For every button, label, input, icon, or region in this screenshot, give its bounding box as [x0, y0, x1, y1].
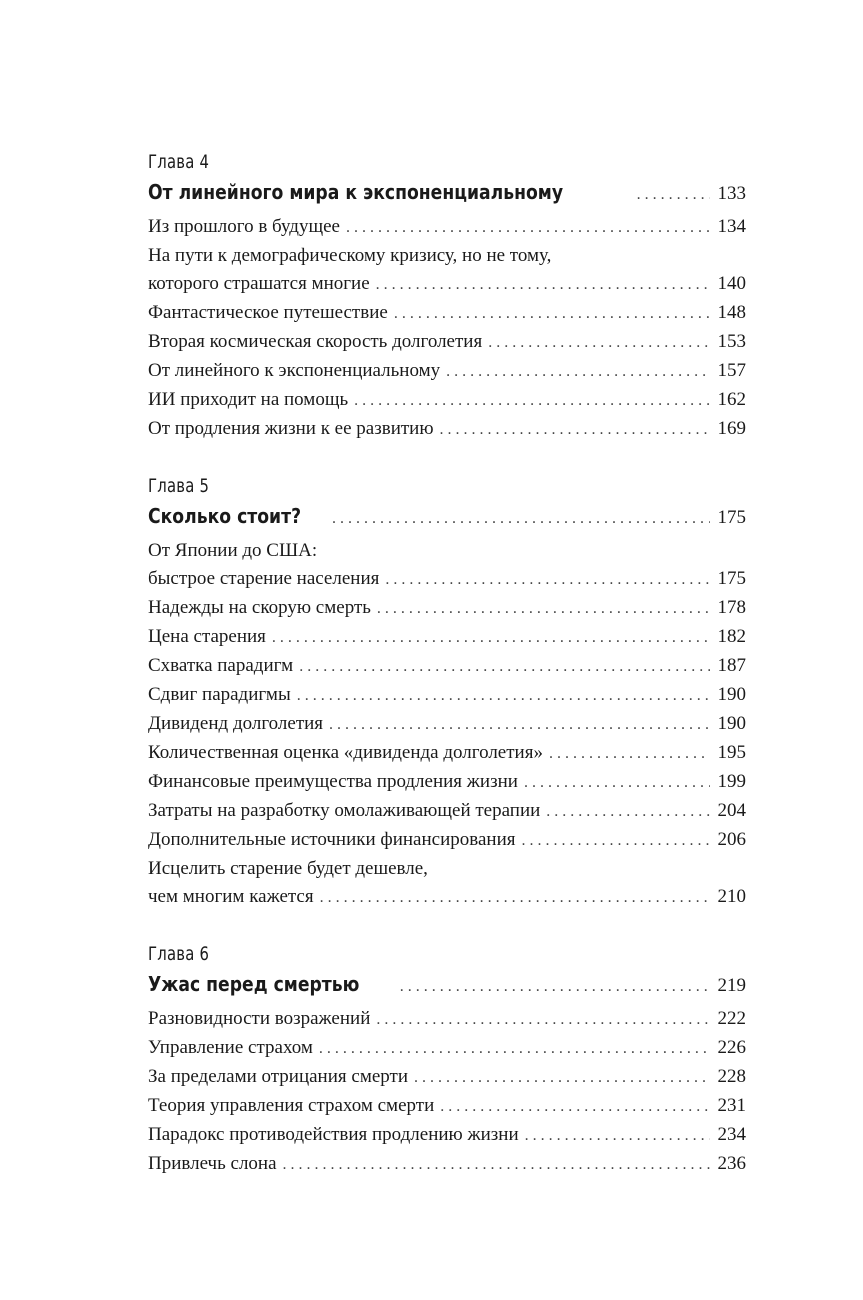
toc-entry[interactable]	[148, 1150, 746, 1179]
dot-leader	[297, 682, 710, 710]
toc-entry[interactable]	[148, 623, 746, 652]
chapter-heading[interactable]	[148, 970, 746, 1001]
entry-title: За пределами отрицания смерти	[148, 1066, 408, 1087]
toc-entry[interactable]	[148, 1063, 746, 1092]
entry-title: От линейного к экспоненциальному	[148, 360, 441, 381]
dot-leader	[546, 798, 710, 826]
page-number: 226	[717, 1037, 746, 1058]
entry-title: которого страшатся многие	[148, 273, 370, 294]
entry-title: Фантастическое путешествие	[148, 302, 388, 323]
toc-entry[interactable]	[148, 1121, 746, 1150]
page-number: 153	[717, 331, 746, 352]
dot-leader	[440, 1093, 710, 1121]
entry-title: чем многим кажется	[148, 886, 314, 907]
toc-entry[interactable]	[148, 1005, 746, 1034]
page-number: 157	[717, 360, 746, 381]
toc-entry[interactable]	[148, 213, 746, 242]
entry-title: ИИ приходит на помощь	[148, 389, 349, 410]
toc-entry[interactable]	[148, 328, 746, 357]
page-number: 190	[717, 713, 746, 734]
toc-entry[interactable]	[148, 1092, 746, 1121]
toc-entry[interactable]	[148, 242, 746, 299]
chapter-title: От линейного мира к экспоненциальному	[148, 180, 564, 204]
toc-entry[interactable]	[148, 386, 746, 415]
entry-title: Из прошлого в будущее	[148, 216, 340, 237]
entry-title: Количественная оценка «дивиденда долголетия»	[148, 742, 543, 763]
entry-title: быстрое старение населения	[148, 568, 380, 589]
dot-leader	[488, 329, 710, 357]
toc-entry[interactable]	[148, 681, 746, 710]
dot-leader	[524, 769, 710, 797]
chapter-heading[interactable]	[148, 178, 746, 209]
page-number: 206	[717, 829, 746, 850]
chapter-heading[interactable]	[148, 502, 746, 533]
entry-title: Дивиденд долголетия	[148, 713, 324, 734]
dot-leader	[332, 505, 710, 533]
page-number: 231	[717, 1095, 746, 1116]
entry-title: Цена старения	[148, 626, 266, 647]
page-number: 204	[717, 800, 746, 821]
page-number: 182	[717, 626, 746, 647]
dot-leader	[446, 358, 710, 386]
entry-title: От продления жизни к ее развитию	[148, 418, 434, 439]
page-number: 234	[717, 1124, 746, 1145]
page-number: 133	[717, 183, 746, 204]
toc-entry[interactable]	[148, 826, 746, 855]
page-number: 228	[717, 1066, 746, 1087]
entry-title: Схватка парадигм	[148, 655, 294, 676]
entry-title: Затраты на разработку омолаживающей терапии	[148, 800, 541, 821]
dot-leader	[400, 973, 710, 1001]
toc-entry[interactable]	[148, 299, 746, 328]
dot-leader	[549, 740, 710, 768]
dot-leader	[414, 1064, 710, 1092]
dot-leader	[385, 566, 710, 594]
entry-title: Разновидности возражений	[148, 1008, 371, 1029]
toc-entry[interactable]	[148, 710, 746, 739]
dot-leader	[329, 711, 710, 739]
dot-leader	[637, 181, 710, 209]
chapter-label: Глава 4	[148, 151, 210, 173]
entry-title-line-1: От Японии до США:	[148, 540, 318, 561]
toc-entry[interactable]	[148, 768, 746, 797]
dot-leader	[283, 1151, 710, 1179]
dot-leader	[272, 624, 710, 652]
dot-leader	[346, 214, 710, 242]
page-number: 190	[717, 684, 746, 705]
page-number: 175	[717, 507, 746, 528]
chapter-label: Глава 6	[148, 943, 210, 965]
entry-title: Управление страхом	[148, 1037, 313, 1058]
toc-entry[interactable]	[148, 415, 746, 444]
chapter-4	[148, 146, 746, 444]
dot-leader	[299, 653, 710, 681]
page-number: 175	[717, 568, 746, 589]
page-number: 236	[717, 1153, 746, 1174]
dot-leader	[440, 416, 710, 444]
dot-leader	[354, 387, 710, 415]
dot-leader	[320, 884, 710, 912]
chapter-title: Сколько стоит?	[148, 504, 302, 528]
toc-entry[interactable]	[148, 537, 746, 594]
dot-leader	[377, 595, 710, 623]
chapter-6	[148, 938, 746, 1179]
toc-entry[interactable]	[148, 652, 746, 681]
entry-title: Привлечь слона	[148, 1153, 277, 1174]
page-number: 187	[717, 655, 746, 676]
entry-title: Сдвиг парадигмы	[148, 684, 291, 705]
toc-entry[interactable]	[148, 797, 746, 826]
dot-leader	[394, 300, 710, 328]
page-number: 210	[717, 886, 746, 907]
dot-leader	[525, 1122, 710, 1150]
chapter-title: Ужас перед смертью	[148, 972, 360, 996]
entry-title: Теория управления страхом смерти	[148, 1095, 435, 1116]
page-number: 199	[717, 771, 746, 792]
dot-leader	[376, 271, 710, 299]
page-number: 195	[717, 742, 746, 763]
toc-entry[interactable]	[148, 855, 746, 912]
dot-leader	[319, 1035, 710, 1063]
page-number: 162	[717, 389, 746, 410]
page-number: 222	[717, 1008, 746, 1029]
table-of-contents	[148, 146, 746, 1205]
entry-title: Финансовые преимущества продления жизни	[148, 771, 518, 792]
entry-title: Вторая космическая скорость долголетия	[148, 331, 483, 352]
page-number: 148	[717, 302, 746, 323]
toc-entry[interactable]	[148, 357, 746, 386]
toc-entry[interactable]	[148, 1034, 746, 1063]
page-number: 140	[717, 273, 746, 294]
dot-leader	[376, 1006, 710, 1034]
page-number: 134	[717, 216, 746, 237]
entry-title-line-1: На пути к демографическому кризису, но не тому,	[148, 245, 552, 266]
toc-entry[interactable]	[148, 739, 746, 768]
entry-title: Парадокс противодействия продлению жизни	[148, 1124, 519, 1145]
chapter-5	[148, 470, 746, 912]
chapter-label: Глава 5	[148, 475, 210, 497]
page-number: 178	[717, 597, 746, 618]
toc-entry[interactable]	[148, 594, 746, 623]
page-number: 219	[717, 975, 746, 996]
dot-leader	[521, 827, 710, 855]
entry-title: Надежды на скорую смерть	[148, 597, 371, 618]
page-number: 169	[717, 418, 746, 439]
entry-title: Дополнительные источники финансирования	[148, 829, 516, 850]
entry-title-line-1: Исцелить старение будет дешевле,	[148, 858, 428, 879]
